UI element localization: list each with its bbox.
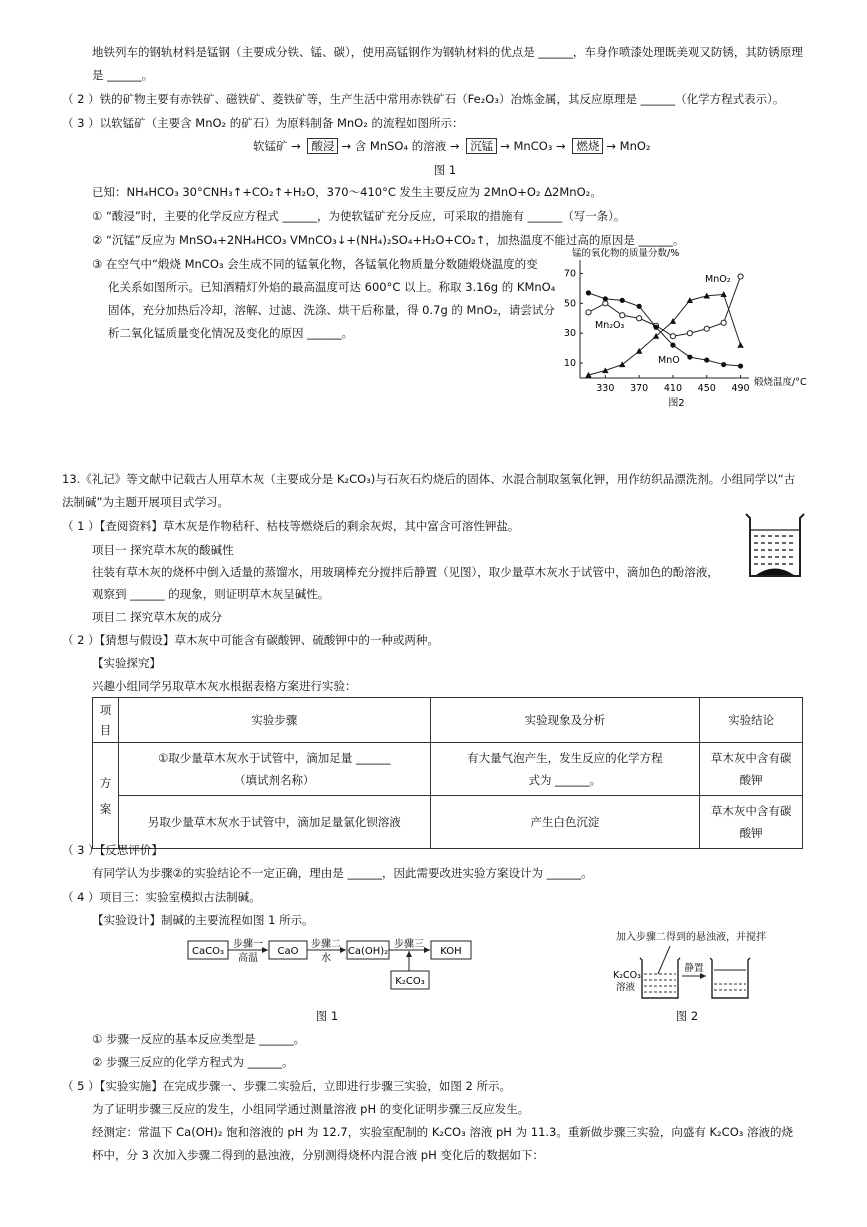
flow-node: MnCO₃ — [513, 139, 553, 153]
text-line: 【实验设计】制碱的主要流程如图 1 所示。 — [92, 913, 314, 927]
project-title: 项目二 探究草木灰的成分 — [92, 610, 223, 624]
x-tick-label: 490 — [731, 383, 750, 394]
step-label: 步骤一 — [233, 939, 263, 950]
known-conditions: 已知：NH₄HCO₃ 30°CNH₃↑+CO₂↑+H₂O，370～410°C 发生主要反应为 2MnO+O₂ Δ2MnO₂。 — [92, 185, 602, 199]
x-tick-label: 330 — [596, 383, 615, 394]
y-tick-label: 50 — [563, 298, 576, 310]
node-koh: KOH — [440, 946, 462, 957]
data-point — [738, 274, 743, 279]
flow-node: MnO₂ — [619, 139, 651, 153]
question-3: （ 3 ）以软锰矿（主要含 MnO₂ 的矿石）为原料制备 MnO₂ 的流程如图所示： — [62, 116, 464, 130]
text-line: 为了证明步骤三反应的发生，小组同学通过测量溶液 pH 的变化证明步骤三反应发生。 — [92, 1102, 530, 1116]
node-cao: CaO — [277, 946, 299, 957]
subheading: 【实验探究】 — [92, 656, 161, 670]
text-line: 杯中，分 3 次加入步骤二得到的悬浊液，分别测得烧杯内混合液 pH 变化后的数据如下： — [92, 1148, 544, 1162]
flow-node: 软锰矿 — [253, 139, 288, 153]
step-label: 步骤二 — [311, 939, 341, 950]
text-line: 地铁列车的钢轨材料是锰钢（主要成分铁、锰、碳），使用高锰钢作为钢轨材料的优点是 ______，车身作喷漆处理既美观又防锈，其防锈原理 — [92, 45, 803, 59]
section-2: （ 2 ）【猜想与假设】草木灰中可能含有碳酸钾、硫酸钾中的一种或两种。 — [62, 633, 439, 647]
table-cell: ①取少量草木灰水于试管中，滴加足量 ______ （填试剂名称） — [118, 743, 430, 796]
fig2-top-label: 加入步骤二得到的悬浊液，并搅拌 — [616, 932, 766, 943]
table-cell: 产生白色沉淀 — [430, 796, 700, 849]
section-5: （ 5 ）【实验实施】在完成步骤一、步骤二实验后，立即进行步骤三实验，如图 2 所示。 — [62, 1079, 512, 1093]
table-cell: 草木灰中含有碳酸钾 — [700, 796, 803, 849]
x-tick-label: 370 — [630, 383, 649, 394]
text-line: 有同学认为步骤②的实验结论不一定正确，理由是 ______，因此需要改进实验方案设计为 ______。 — [92, 866, 593, 880]
data-point — [637, 316, 642, 321]
project-title: 项目一 探究草木灰的酸碱性 — [92, 543, 234, 557]
data-point — [670, 343, 675, 348]
data-point — [670, 334, 675, 339]
node-k2co3: K₂CO₃ — [395, 976, 425, 987]
series-label: MnO₂ — [705, 274, 731, 285]
table-header: 实验结论 — [700, 698, 803, 743]
table-cell: 有大量气泡产生，发生反应的化学方程式为 ______。 — [430, 743, 700, 796]
text-line: 经测定：常温下 Ca(OH)₂ 饱和溶液的 pH 为 12.7，实验室配制的 K₂CO₃ 溶液 pH 为 11.3。重新做步骤三实验，向盛有 K₂CO₃ 溶液的烧 — [92, 1125, 794, 1139]
data-point — [721, 362, 726, 367]
fig2-mid-label: 静置 — [684, 963, 704, 974]
y-tick-label: 30 — [563, 328, 576, 340]
figure-2-beakers — [610, 944, 770, 1004]
subquestion: ① “酸浸”时，主要的化学反应方程式 ______，为使软锰矿充分反应，可采取的措施有 ______（写一条）。 — [92, 209, 626, 223]
text-line: 是 ______。 — [92, 68, 154, 82]
flow-step-box: 酸浸 — [307, 138, 338, 154]
data-point — [721, 320, 726, 325]
text-line: 析二氧化锰质量变化情况及变化的原因 ______。 — [108, 326, 354, 340]
question-2: （ 2 ）铁的矿物主要有赤铁矿、磁铁矿、菱铁矿等，生产生活中常用赤铁矿石（Fe₂O₃）冶炼金属，其反应原理是 ______（化学方程式表示）。 — [62, 92, 785, 106]
data-point — [586, 290, 591, 295]
chart-caption: 图2 — [668, 398, 685, 409]
figure-caption: 图 1 — [433, 163, 457, 177]
text-line: 法制碱”为主题开展项目式学习。 — [62, 495, 229, 509]
subquestion: ② “沉锰”反应为 MnSO₄+2NH₄HCO₃ VMnCO₃↓+(NH₄)₂SO₄+H₂O+CO₂↑，加热温度不能过高的原因是 ______。 — [92, 233, 685, 247]
subquestion: ③ 在空气中“煅烧 MnCO₃ 会生成不同的锰氧化物，各锰氧化物质量分数随煅烧温度的变 — [92, 257, 538, 271]
data-point — [637, 304, 642, 309]
table-cell: 另取少量草木灰水于试管中，滴加足量氯化钡溶液 — [118, 796, 430, 849]
condition-label: 水 — [321, 953, 331, 964]
flow-diagram-2 — [186, 938, 476, 994]
x-tick-label: 410 — [663, 383, 683, 394]
figure-caption: 图 1 — [315, 1009, 339, 1023]
flow-diagram-1: 软锰矿 → 酸浸 → 含 MnSO₄ 的溶液 → 沉锰 → MnCO₃ → 燃烧 → MnO₂ — [253, 139, 651, 153]
chart-title: 锰的氧化物的质量分数/% — [572, 248, 680, 259]
table-header: 项目 — [93, 698, 119, 743]
condition-label: 高温 — [238, 953, 258, 964]
flow-step-box: 沉锰 — [466, 138, 497, 154]
x-axis-label: 煅烧温度/°C — [754, 377, 807, 388]
series-label: Mn₂O₃ — [595, 320, 625, 331]
data-point — [687, 354, 692, 359]
y-tick-label: 10 — [563, 358, 576, 370]
data-point — [603, 296, 608, 301]
beaker-icon — [742, 512, 806, 580]
data-point — [620, 313, 625, 318]
data-point — [737, 342, 743, 348]
text-line: 兴趣小组同学另取草木灰水根据表格方案进行实验： — [92, 679, 357, 693]
node-caoh2: Ca(OH)₂ — [347, 946, 389, 957]
row-label: 方案 — [93, 743, 119, 849]
node-caco3: CaCO₃ — [192, 946, 224, 957]
text-line: 观察到 ______ 的现象，则证明草木灰呈碱性。 — [92, 587, 330, 601]
data-point — [586, 310, 591, 315]
table-header: 实验步骤 — [118, 698, 430, 743]
flow-step-box: 燃烧 — [572, 138, 603, 154]
manganese-oxide-chart — [555, 246, 817, 416]
experiment-table — [92, 697, 803, 849]
table-cell: 草木灰中含有碳酸钾 — [700, 743, 803, 796]
y-tick-label: 70 — [563, 268, 576, 280]
section-4: （ 4 ）项目三：实验室模拟古法制碱。 — [62, 890, 261, 904]
data-point — [620, 298, 625, 303]
data-point — [738, 363, 743, 368]
x-tick-label: 450 — [697, 383, 716, 394]
data-point — [704, 326, 709, 331]
step-label: 步骤三 — [394, 939, 424, 950]
section-3: （ 3 ）【反思评价】 — [62, 843, 163, 857]
figure-caption: 图 2 — [675, 1009, 699, 1023]
subquestion: ② 步骤三反应的化学方程式为 ______。 — [92, 1055, 294, 1069]
subquestion: ① 步骤一反应的基本反应类型是 ______。 — [92, 1032, 306, 1046]
section-1: （ 1 ）【查阅资料】草木灰是作物秸秆、枯枝等燃烧后的剩余灰烬，其中富含可溶性钾盐。 — [62, 519, 520, 533]
fig2-left-label: 溶液 — [616, 982, 636, 993]
table-header: 实验现象及分析 — [430, 698, 700, 743]
data-point — [603, 301, 608, 306]
text-line: 固体，充分加热后冷却，溶解、过滤、洗涤、烘干后称量，得 0.7g 的 MnO₂，请尝试分 — [108, 303, 555, 317]
fig2-left-label: K₂CO₃ — [613, 970, 641, 981]
question-13: 13.《礼记》等文献中记载古人用草木灰（主要成分是 K₂CO₃)与石灰石灼烧后的固体、水混合制取氢氧化钾，用作纺织品漂洗剂。小组同学以“古 — [62, 472, 796, 486]
text-line: 往装有草木灰的烧杯中倒入适量的蒸馏水，用玻璃棒充分搅拌后静置（见图），取少量草木灰水于试管中，滴加色的酚溶液， — [92, 565, 719, 579]
data-point — [687, 331, 692, 336]
data-point — [653, 325, 658, 330]
text-line: 化关系如图所示。已知酒精灯外焰的最高温度可达 600°C 以上。称取 3.16g 的 KMnO₄ — [108, 280, 556, 294]
series-label: MnO — [658, 355, 680, 366]
data-point — [704, 357, 709, 362]
